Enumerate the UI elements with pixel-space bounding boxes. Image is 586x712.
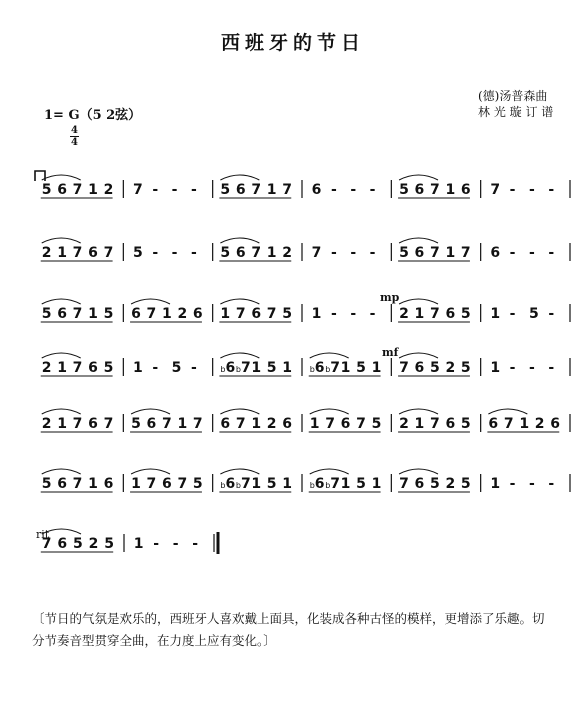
dash-sustain: -: [152, 182, 159, 198]
jianpu-note: 5: [41, 182, 52, 198]
jianpu-note: 5: [104, 536, 114, 552]
jianpu-note: 1: [131, 476, 141, 492]
jianpu-note: 1: [414, 306, 425, 322]
jianpu-note: 5: [430, 360, 440, 376]
jianpu-note: 1: [251, 416, 262, 432]
jianpu-note: 7: [430, 416, 440, 432]
slur-arc: [131, 299, 170, 304]
jianpu-note: 7: [103, 416, 114, 432]
dash-sustain: -: [152, 245, 159, 261]
slur-arc: [399, 469, 438, 474]
slur-arc: [220, 238, 259, 243]
jianpu-note: 6: [57, 536, 68, 552]
jianpu-note: 1: [220, 306, 231, 322]
jianpu-note: 7: [251, 245, 262, 261]
jianpu-note: 2: [282, 245, 293, 261]
jianpu-note: 7: [460, 245, 471, 261]
jianpu-note: 6: [192, 306, 203, 322]
jianpu-note: 2: [103, 182, 114, 198]
time-signature: [70, 125, 79, 148]
dash-sustain: -: [509, 476, 516, 492]
jianpu-note: 6: [414, 245, 425, 261]
dash-sustain: -: [529, 245, 535, 261]
jianpu-note: 7: [430, 245, 440, 261]
jianpu-note: 5: [460, 416, 471, 432]
jianpu-note: 7: [325, 416, 335, 432]
jianpu-note: b6: [220, 360, 236, 376]
key-signature: 1= G（5 2弦）: [44, 108, 142, 123]
slur-arc: [399, 353, 438, 358]
slur-arc: [42, 299, 81, 304]
jianpu-note: 1: [490, 476, 501, 492]
jianpu-note: 6: [88, 245, 98, 261]
jianpu-note: 7: [192, 416, 203, 432]
jianpu-note: 6: [414, 360, 425, 376]
dash-sustain: -: [529, 476, 535, 492]
jianpu-note: 5: [460, 476, 471, 492]
jianpu-note: 6: [550, 416, 561, 432]
jianpu-note: 2: [41, 360, 52, 376]
jianpu-note: 7: [146, 306, 157, 322]
jianpu-note: 6: [235, 182, 246, 198]
jianpu-note: 2: [41, 245, 52, 261]
jianpu-note: 7: [430, 306, 440, 322]
jianpu-note: 1: [490, 306, 501, 322]
jianpu-note: 1: [177, 416, 188, 432]
jianpu-note: 7: [430, 182, 440, 198]
dash-sustain: -: [191, 182, 197, 198]
jianpu-note: 2: [399, 306, 409, 322]
jianpu-note: 1: [519, 416, 530, 432]
dash-sustain: -: [509, 360, 516, 376]
slur-arc: [42, 353, 81, 358]
jianpu-note: 1: [133, 536, 144, 552]
dash-sustain: -: [191, 245, 197, 261]
jianpu-note: b7: [325, 476, 341, 492]
jianpu-note: 7: [162, 416, 172, 432]
jianpu-note: 6: [162, 476, 172, 492]
jianpu-note: 1: [133, 360, 143, 376]
jianpu-note: 5: [41, 306, 52, 322]
slur-arc: [42, 238, 81, 243]
jianpu-note: 6: [445, 416, 456, 432]
jianpu-note: 6: [340, 416, 351, 432]
jianpu-note: b7: [235, 360, 251, 376]
jianpu-note: 6: [414, 476, 425, 492]
jianpu-note: 6: [57, 306, 67, 322]
staff-row: [0, 464, 586, 500]
jianpu-note: 6: [235, 245, 246, 261]
jianpu-note: 1: [57, 416, 67, 432]
slur-arc: [310, 409, 349, 414]
meter-top: 4: [71, 125, 78, 136]
dash-sustain: -: [172, 536, 179, 552]
dash-sustain: -: [529, 182, 535, 198]
jianpu-note: b6: [309, 476, 325, 492]
jianpu-note: 1: [57, 245, 67, 261]
dash-sustain: -: [153, 536, 160, 552]
dash-sustain: -: [152, 360, 159, 376]
jianpu-note: 7: [266, 306, 277, 322]
slur-arc: [399, 299, 438, 304]
dash-sustain: -: [171, 245, 178, 261]
jianpu-note: 7: [41, 536, 52, 552]
slur-arc: [220, 175, 259, 180]
dash-sustain: -: [331, 245, 337, 261]
jianpu-note: 6: [445, 306, 456, 322]
jianpu-note: 5: [399, 182, 409, 198]
jianpu-note: b7: [235, 476, 251, 492]
slur-arc: [220, 353, 259, 358]
jianpu-note: 7: [399, 476, 409, 492]
dash-sustain: -: [548, 360, 555, 376]
jianpu-note: 7: [103, 245, 114, 261]
jianpu-note: 7: [72, 306, 83, 322]
jianpu-note: 6: [103, 476, 114, 492]
dash-sustain: -: [192, 536, 199, 552]
jianpu-note: 1: [371, 476, 382, 492]
jianpu-note: 2: [266, 416, 277, 432]
jianpu-note: 1: [251, 476, 262, 492]
jianpu-note: 1: [266, 245, 277, 261]
slur-arc: [42, 409, 81, 414]
jianpu-note: 2: [88, 536, 99, 552]
jianpu-note: 1: [311, 306, 322, 322]
jianpu-note: 7: [235, 416, 246, 432]
tempo-rit: rit: [36, 528, 50, 541]
jianpu-note: 6: [460, 182, 471, 198]
jianpu-note: 1: [88, 182, 98, 198]
jianpu-note: 1: [266, 182, 277, 198]
jianpu-note: 1: [340, 360, 351, 376]
jianpu-note: b6: [220, 476, 236, 492]
jianpu-note: 5: [220, 182, 231, 198]
jianpu-note: 2: [177, 306, 188, 322]
jianpu-note: 5: [282, 306, 293, 322]
jianpu-note: 1: [57, 360, 67, 376]
jianpu-note: 1: [88, 306, 98, 322]
jianpu-note: 7: [146, 476, 157, 492]
jianpu-note: 1: [445, 245, 456, 261]
jianpu-note: 5: [356, 360, 366, 376]
jianpu-note: 5: [460, 306, 471, 322]
slur-arc: [220, 409, 259, 414]
jianpu-note: 6: [146, 416, 157, 432]
jianpu-note: 6: [57, 182, 67, 198]
jianpu-note: 1: [414, 416, 425, 432]
jianpu-note: 6: [57, 476, 67, 492]
staff-row: [0, 294, 586, 330]
jianpu-note: 5: [460, 360, 471, 376]
jianpu-note: 6: [414, 182, 425, 198]
jianpu-note: 5: [73, 536, 83, 552]
jianpu-note: 1: [282, 360, 293, 376]
jianpu-note: 1: [309, 416, 320, 432]
meter-bottom: 4: [71, 137, 78, 148]
staff-row: [0, 404, 586, 440]
slur-arc: [310, 353, 349, 358]
jianpu-note: 1: [490, 360, 501, 376]
jianpu-note: 7: [399, 360, 409, 376]
dash-sustain: -: [350, 245, 357, 261]
jianpu-note: 5: [192, 476, 203, 492]
staff-row: [0, 170, 586, 206]
jianpu-note: 1: [251, 360, 262, 376]
jianpu-note: 1: [282, 476, 293, 492]
jianpu-note: 5: [171, 360, 182, 376]
jianpu-note: 7: [72, 360, 83, 376]
dash-sustain: -: [369, 182, 376, 198]
dash-sustain: -: [548, 306, 555, 322]
jianpu-note: 7: [282, 182, 293, 198]
dynamic-mf: mf: [382, 346, 399, 359]
jianpu-note: 2: [445, 360, 456, 376]
jianpu-note: b6: [309, 360, 325, 376]
dash-sustain: -: [191, 360, 197, 376]
slur-arc: [42, 469, 81, 474]
dash-sustain: -: [171, 182, 178, 198]
dash-sustain: -: [509, 245, 516, 261]
jianpu-note: 5: [131, 416, 141, 432]
staff-row: [0, 233, 586, 269]
dash-sustain: -: [369, 306, 376, 322]
slur-arc: [488, 409, 527, 414]
jianpu-note: 7: [133, 182, 143, 198]
jianpu-note: 6: [220, 416, 231, 432]
jianpu-note: 7: [72, 182, 83, 198]
arranger-credit: 林 光 璇 订 谱: [478, 105, 554, 119]
jianpu-note: 5: [356, 476, 366, 492]
slur-arc: [220, 299, 259, 304]
jianpu-note: 6: [131, 306, 141, 322]
jianpu-note: 5: [41, 476, 52, 492]
jianpu-note: 7: [356, 416, 366, 432]
staff-row: [0, 348, 586, 384]
jianpu-note: 1: [340, 476, 351, 492]
jianpu-note: 6: [88, 360, 98, 376]
jianpu-note: 2: [445, 476, 456, 492]
jianpu-note: 7: [177, 476, 188, 492]
staff-row: [0, 524, 586, 560]
jianpu-note: 1: [371, 360, 382, 376]
slur-arc: [399, 175, 438, 180]
slur-arc: [131, 409, 170, 414]
dash-sustain: -: [331, 306, 337, 322]
jianpu-note: 5: [220, 245, 231, 261]
slur-arc: [310, 469, 349, 474]
jianpu-note: 2: [534, 416, 545, 432]
jianpu-note: 5: [529, 306, 539, 322]
jianpu-note: 7: [72, 245, 83, 261]
jianpu-note: 7: [311, 245, 322, 261]
jianpu-note: 2: [399, 416, 409, 432]
jianpu-note: 1: [88, 476, 98, 492]
jianpu-note: 5: [103, 360, 114, 376]
dash-sustain: -: [548, 476, 555, 492]
slur-arc: [131, 469, 170, 474]
jianpu-note: 2: [41, 416, 52, 432]
jianpu-note: 1: [445, 182, 456, 198]
dash-sustain: -: [369, 245, 376, 261]
jianpu-note: 6: [88, 416, 98, 432]
dash-sustain: -: [548, 182, 555, 198]
performance-note: 〔节日的气氛是欢乐的，西班牙人喜欢戴上面具，化装成各种古怪的模样，更增添了乐趣。切分节奏音型贯穿全曲，在力度上应有变化。〕: [32, 611, 545, 648]
jianpu-note: 5: [371, 416, 382, 432]
jianpu-note: 7: [251, 182, 262, 198]
jianpu-note: 6: [311, 182, 322, 198]
composer-credit: (德)汤普森曲: [478, 89, 548, 103]
dash-sustain: -: [350, 306, 357, 322]
jianpu-note: 7: [72, 416, 83, 432]
dash-sustain: -: [529, 360, 535, 376]
jianpu-note: 6: [490, 245, 501, 261]
slur-arc: [399, 238, 438, 243]
jianpu-note: 5: [266, 360, 277, 376]
jianpu-note: 6: [488, 416, 499, 432]
dash-sustain: -: [331, 182, 337, 198]
jianpu-note: 7: [72, 476, 83, 492]
jianpu-note: 5: [103, 306, 114, 322]
dash-sustain: -: [509, 306, 516, 322]
jianpu-note: 5: [133, 245, 143, 261]
jianpu-note: 6: [282, 416, 293, 432]
jianpu-note: 5: [399, 245, 409, 261]
slur-arc: [399, 409, 438, 414]
jianpu-note: b7: [325, 360, 341, 376]
slur-arc: [42, 175, 81, 180]
dash-sustain: -: [350, 182, 357, 198]
slur-arc: [220, 469, 259, 474]
jianpu-note: 7: [490, 182, 501, 198]
jianpu-note: 5: [430, 476, 440, 492]
jianpu-note: 5: [266, 476, 277, 492]
dash-sustain: -: [509, 182, 516, 198]
slur-arc: [42, 529, 81, 534]
song-title: 西班牙的节日: [220, 32, 365, 54]
dash-sustain: -: [548, 245, 555, 261]
jianpu-note: 6: [251, 306, 262, 322]
jianpu-note: 7: [503, 416, 514, 432]
dynamic-mp: mp: [380, 291, 400, 304]
jianpu-note: 7: [235, 306, 246, 322]
jianpu-note: 1: [162, 306, 172, 322]
